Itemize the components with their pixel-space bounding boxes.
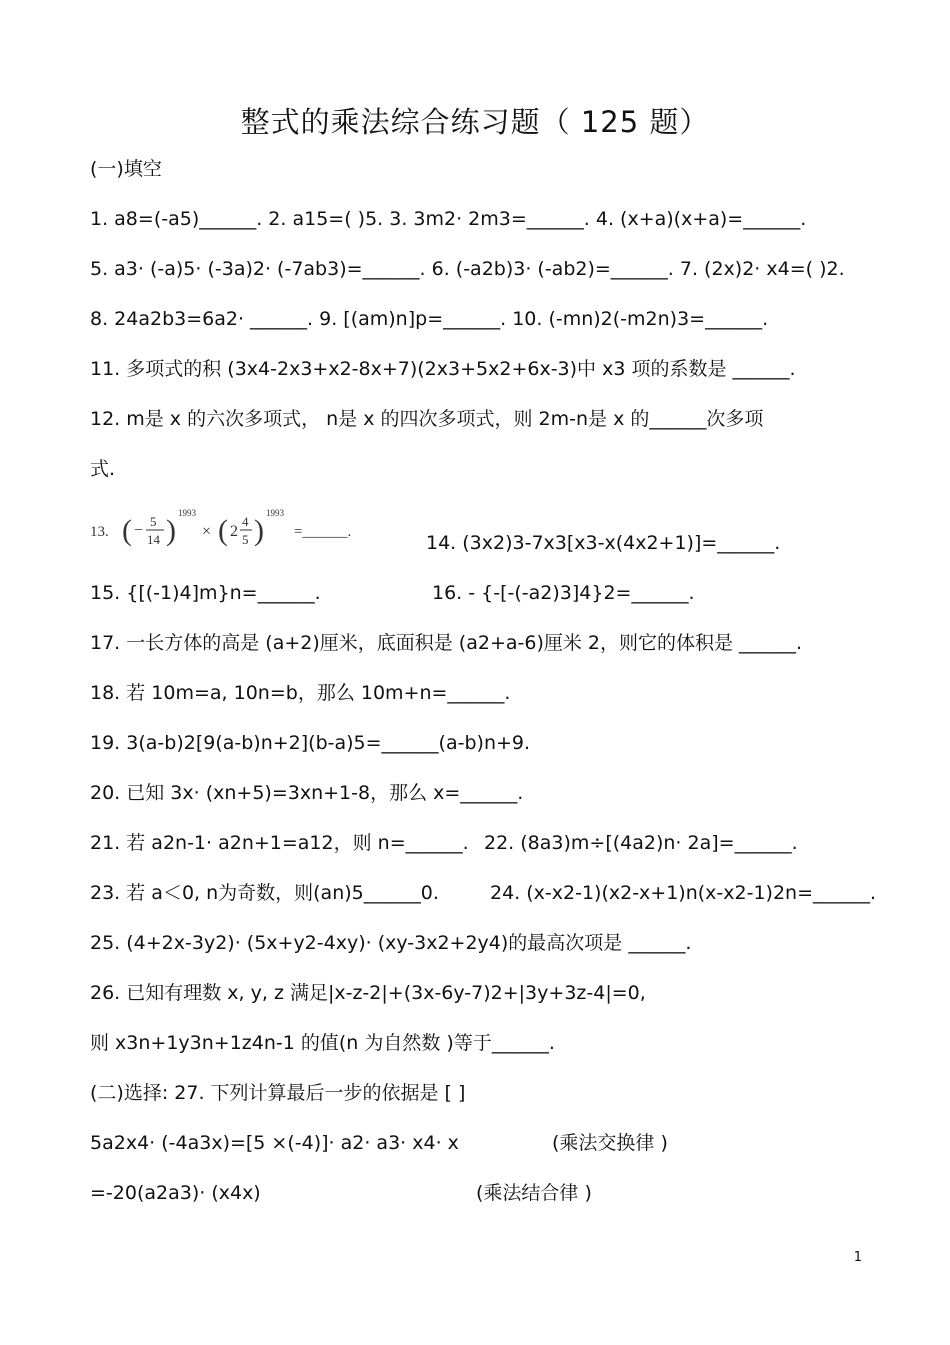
question-line-20: 20. 已知 3x· (xn+5)=3xn+1-8，那么 x=______. xyxy=(90,782,524,804)
svg-text:×: × xyxy=(202,523,212,540)
svg-text:(: ( xyxy=(218,514,228,547)
question-13-formula xyxy=(90,506,380,554)
q13-exp2: 1993 xyxy=(266,508,284,518)
question-line-1: 1. a8=(-a5)______. 2. a15=( )5. 3. 3m2· 2m3=______. 4. (x+a)(x+a)=______. xyxy=(90,208,807,230)
section-heading-fill: (一)填空 xyxy=(90,158,162,180)
question-line-25: 25. (4+2x-3y2)· (5x+y2-4xy)· (xy-3x2+2y4)的最高次项是 ______. xyxy=(90,932,692,954)
svg-text:): ) xyxy=(166,514,176,547)
svg-text:): ) xyxy=(254,514,264,547)
q13-tail: =______. xyxy=(294,524,352,540)
question-line-15: 15. {[(-1)4]m}n=______. xyxy=(90,582,321,604)
choice-step-2: =-20(a2a3)· (x4x) xyxy=(90,1182,261,1204)
choice-step-1-law: (乘法交换律 ) xyxy=(552,1132,668,1154)
choice-step-2-law: (乘法结合律 ) xyxy=(476,1182,592,1204)
question-line-2: 5. a3· (-a)5· (-3a)2· (-7ab3)=______. 6. (-a2b)3· (-ab2)=______. 7. (2x)2· x4=( )2. xyxy=(90,258,845,280)
page-number: 1 xyxy=(853,1250,862,1265)
q13-number: 13. xyxy=(90,524,109,540)
question-line-3: 8. 24a2b3=6a2· ______. 9. [(am)n]p=______. 10. (-mn)2(-m2n)3=______. xyxy=(90,308,769,330)
svg-text:5: 5 xyxy=(242,532,249,547)
question-line-12-cont: 式. xyxy=(90,458,116,480)
question-line-11: 11. 多项式的积 (3x4-2x3+x2-8x+7)(2x3+5x2+6x-3)中 x3 项的系数是 ______. xyxy=(90,358,796,380)
svg-text:5: 5 xyxy=(150,514,157,529)
q13-exp1: 1993 xyxy=(178,508,196,518)
question-line-24: 24. (x-x2-1)(x2-x+1)n(x-x2-1)2n=______. xyxy=(490,882,877,904)
page-title: 整式的乘法综合练习题（ 125 题） xyxy=(240,105,710,139)
section-heading-choice: (二)选择: 27. 下列计算最后一步的依据是 [ ] xyxy=(90,1082,466,1104)
svg-text:2: 2 xyxy=(230,523,238,540)
question-line-12: 12. m是 x 的六次多项式， n是 x 的四次多项式，则 2m-n是 x 的______次多项 xyxy=(90,408,764,430)
question-line-16: 16. - {-[-(-a2)3]4}2=______. xyxy=(432,582,695,604)
question-line-26-cont: 则 x3n+1y3n+1z4n-1 的值(n 为自然数 )等于______. xyxy=(90,1032,555,1054)
choice-step-1: 5a2x4· (-4a3x)=[5 ×(-4)]· a2· a3· x4· x xyxy=(90,1132,459,1154)
question-line-14: 14. (3x2)3-7x3[x3-x(4x2+1)]=______. xyxy=(426,532,781,554)
question-line-18: 18. 若 10m=a, 10n=b，那么 10m+n=______. xyxy=(90,682,511,704)
question-line-19: 19. 3(a-b)2[9(a-b)n+2](b-a)5=______(a-b)n+9. xyxy=(90,732,531,754)
question-line-17: 17. 一长方体的高是 (a+2)厘米，底面积是 (a2+a-6)厘米 2，则它的体积是 ______. xyxy=(90,632,803,654)
question-line-26: 26. 已知有理数 x, y, z 满足|x-z-2|+(3x-6y-7)2+|3y+3z-4|=0, xyxy=(90,982,646,1004)
question-line-22: 22. (8a3)m÷[(4a2)n· 2a]=______. xyxy=(484,832,798,854)
svg-text:4: 4 xyxy=(242,514,249,529)
question-line-23: 23. 若 a＜0, n为奇数，则(an)5______0. xyxy=(90,882,439,904)
question-line-21: 21. 若 a2n-1· a2n+1=a12，则 n=______. xyxy=(90,832,469,854)
svg-text:−: − xyxy=(134,522,144,539)
svg-text:14: 14 xyxy=(147,532,160,547)
svg-text:(: ( xyxy=(122,514,132,547)
